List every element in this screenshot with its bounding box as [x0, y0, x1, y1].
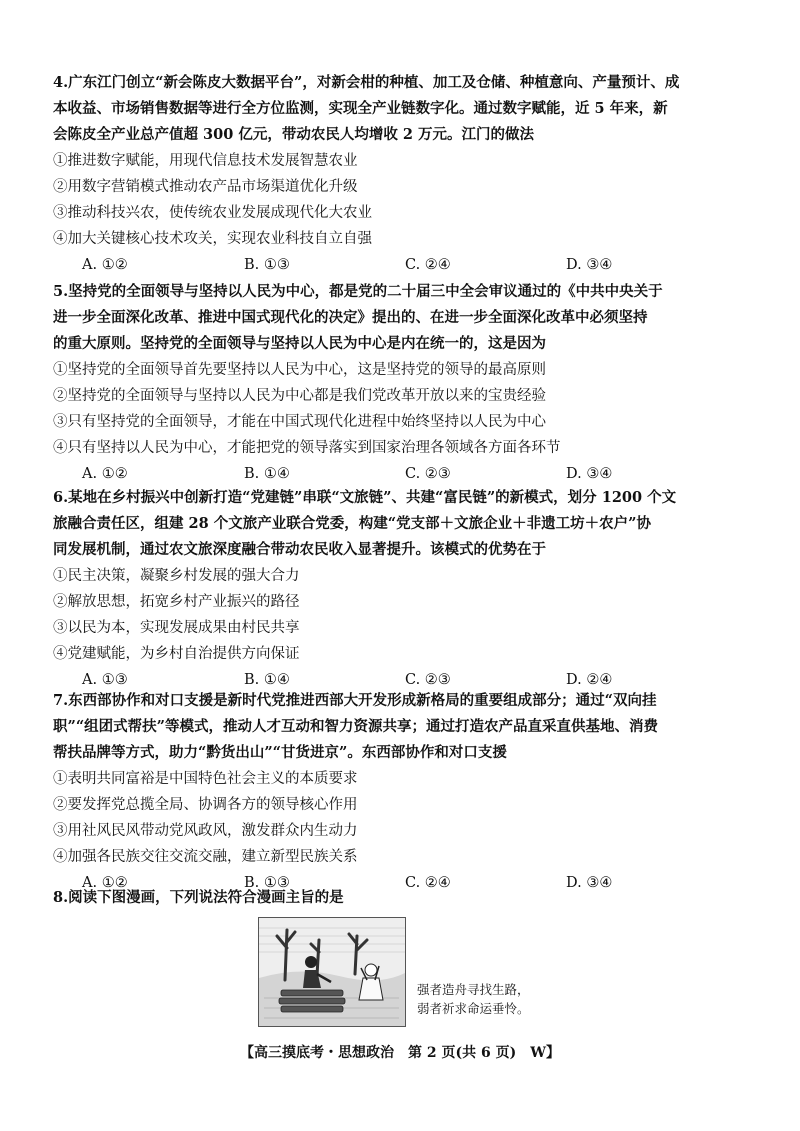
question-stem-line: 会陈皮全产业总产值超 300 亿元，带动农民人均增收 2 万元。江门的做法: [53, 126, 535, 143]
statement-item: ②坚持党的全面领导与坚持以人民为中心都是我们党改革开放以来的宝贵经验: [53, 388, 546, 404]
option-a: A. ①②: [82, 466, 128, 482]
cartoon-illustration: [258, 917, 406, 1027]
question-stem-line: 5.坚持党的全面领导与坚持以人民为中心，都是党的二十届三中全会审议通过的《中共中央关于: [53, 283, 663, 300]
statement-item: ②解放思想，拓宽乡村产业振兴的路径: [53, 594, 300, 610]
question-7: [53, 688, 753, 896]
question-stem-line: 6.某地在乡村振兴中创新打造“党建链”串联“文旅链”、共建“富民链”的新模式，划分 1200 个文: [53, 489, 677, 506]
option-b: B. ①③: [244, 875, 290, 891]
question-stem-line: 本收益、市场销售数据等进行全方位监测，实现全产业链数字化。通过数字赋能，近 5 年来，新: [53, 100, 668, 117]
option-a: A. ①③: [82, 672, 128, 688]
question-5: [53, 279, 753, 487]
question-stem-line: 旅融合责任区，组建 28 个文旅产业联合党委，构建“党支部＋文旅企业＋非遗工坊＋农户”协: [53, 515, 651, 532]
question-stem-line: 进一步全面深化改革、推进中国式现代化的决定》提出的、在进一步全面深化改革中必须坚持: [53, 309, 648, 326]
statement-item: ①民主决策，凝聚乡村发展的强大合力: [53, 568, 300, 584]
option-c: C. ②③: [405, 672, 451, 688]
option-a: A. ①②: [82, 875, 128, 891]
option-d: D. ③④: [566, 257, 613, 273]
question-6: [53, 485, 753, 693]
question-stem-line: 的重大原则。坚持党的全面领导与坚持以人民为中心是内在统一的，这是因为: [53, 335, 546, 352]
question-stem-line: 帮扶品牌等方式，助力“黔货出山”“甘货进京”。东西部协作和对口支援: [53, 744, 507, 761]
question-stem-line: 4.广东江门创立“新会陈皮大数据平台”，对新会柑的种植、加工及仓储、种植意向、产量预计、成: [53, 74, 680, 91]
cartoon-caption: [417, 980, 530, 1018]
statement-item: ①坚持党的全面领导首先要坚持以人民为中心，这是坚持党的领导的最高原则: [53, 362, 546, 378]
option-a: A. ①②: [82, 257, 128, 273]
statement-item: ④加强各民族交往交流交融，建立新型民族关系: [53, 849, 358, 865]
statement-item: ③只有坚持党的全面领导，才能在中国式现代化进程中始终坚持以人民为中心: [53, 414, 546, 430]
question-stem-line: 职”“组团式帮扶”等模式，推动人才互动和智力资源共享；通过打造农产品直采直供基地、消费: [53, 718, 659, 735]
answer-options: [53, 461, 753, 487]
option-b: B. ①④: [244, 466, 290, 482]
statement-item: ③推动科技兴农，使传统农业发展成现代化大农业: [53, 205, 372, 221]
statement-item: ③以民为本，实现发展成果由村民共享: [53, 620, 300, 636]
caption-line: 弱者祈求命运垂怜。: [417, 1001, 530, 1016]
caption-line: 强者造舟寻找生路，: [417, 982, 530, 997]
option-b: B. ①④: [244, 672, 290, 688]
statement-item: ④只有坚持以人民为中心，才能把党的领导落实到国家治理各领域各方面各环节: [53, 440, 561, 456]
statement-item: ②要发挥党总揽全局、协调各方的领导核心作用: [53, 797, 358, 813]
option-c: C. ②③: [405, 466, 451, 482]
option-d: D. ③④: [566, 466, 613, 482]
page-footer: 【高三摸底考・思想政治 第 2 页(共 6 页) W】: [240, 1045, 560, 1061]
question-stem-line: 7.东西部协作和对口支援是新时代党推进西部大开发形成新格局的重要组成部分；通过“双向挂: [53, 692, 657, 709]
cartoon-drawing: [259, 918, 405, 1026]
question-8: [53, 885, 753, 911]
statement-item: ④加大关键核心技术攻关，实现农业科技自立自强: [53, 231, 372, 247]
option-d: D. ③④: [566, 875, 613, 891]
statement-item: ③用社风民风带动党风政风，激发群众内生动力: [53, 823, 358, 839]
option-c: C. ②④: [405, 875, 451, 891]
question-stem-line: 8.阅读下图漫画，下列说法符合漫画主旨的是: [53, 889, 344, 906]
answer-options: [53, 252, 753, 278]
option-d: D. ②④: [566, 672, 613, 688]
option-b: B. ①③: [244, 257, 290, 273]
statement-item: ①推进数字赋能，用现代信息技术发展智慧农业: [53, 153, 358, 169]
statement-item: ①表明共同富裕是中国特色社会主义的本质要求: [53, 771, 358, 787]
question-stem-line: 同发展机制，通过农文旅深度融合带动农民收入显著提升。该模式的优势在于: [53, 541, 546, 558]
option-c: C. ②④: [405, 257, 451, 273]
statement-item: ②用数字营销模式推动农产品市场渠道优化升级: [53, 179, 358, 195]
question-4: [53, 70, 753, 278]
statement-item: ④党建赋能，为乡村自治提供方向保证: [53, 646, 300, 662]
